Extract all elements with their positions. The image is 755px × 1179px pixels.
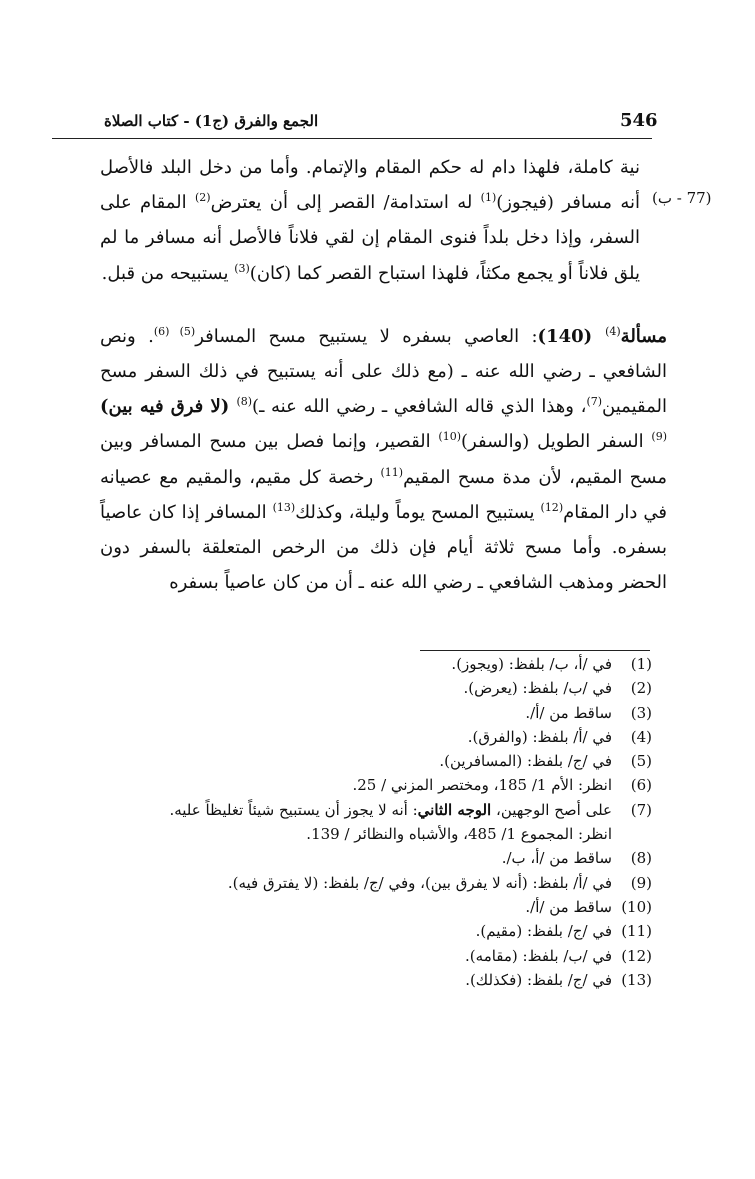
footnote [130, 895, 652, 919]
issue-label: مسألة [620, 325, 667, 347]
footnote-ref: (3) [234, 261, 250, 275]
footnote-number: (8) [630, 849, 652, 868]
text-segment: : العاصي بسفره لا يستبيح مسح المسافر [195, 325, 538, 347]
footnote-ref: (11) [380, 465, 404, 479]
footnote [130, 701, 652, 725]
footnote-number: (7) [630, 800, 652, 819]
text-segment: السفر الطويل (والسفر) [461, 431, 652, 453]
text-segment: يستبيحه من قبل. [101, 262, 235, 284]
text-segment: . ونص الشافعي ـ رضي الله عنه ـ (مع ذلك على أنه يستبيح في ذلك السفر مسح المقيمين [100, 325, 668, 418]
footnote-number: (9) [630, 873, 652, 892]
footnote-number: (11) [621, 922, 652, 941]
page-header [52, 104, 658, 136]
footnote [130, 725, 652, 749]
paragraph-gap [100, 291, 640, 319]
footnote-number: (6) [630, 776, 652, 795]
footnote-text [130, 798, 612, 847]
footnote-text: ساقط من /أ، ب/. [501, 849, 612, 868]
marginal-manuscript-reference: (77 - ب) [652, 189, 712, 207]
header-rule [52, 138, 652, 139]
footnote [130, 798, 652, 847]
text-segment: له استدامة/ القصر إلى أن يعترض [210, 192, 481, 214]
footnote-number: (10) [621, 897, 652, 916]
footnote-ref: (8) [236, 395, 253, 409]
paragraph-2 [100, 319, 667, 601]
footnote [130, 919, 652, 943]
footnote-ref: (13) [272, 500, 296, 514]
footnote [130, 676, 652, 700]
text-segment: ، وهذا الذي قاله الشافعي ـ رضي الله عنه ـ) [252, 396, 587, 418]
footnote [130, 968, 652, 992]
footnote-text-part: على أصح الوجهين، [491, 800, 612, 819]
text-segment: نية كاملة، فلهذا دام له حكم المقام والإتمام. وأما من دخل البلد فالأصل أنه مسافر (فيجوز) [100, 157, 640, 214]
footnote-text: في /ج/ بلفظ: (مقيم). [475, 922, 612, 941]
text-segment: القصير، وإنما فصل بين مسح المسافر وبين مسح المقيم، لأن مدة مسح المقيم [100, 431, 667, 488]
text-segment: المسافر إذا كان عاصياً بسفره. وأما مسح ثلاثة أيام فإن ذلك من الرخص المتعلقة بالسفر دون الحضر ومذهب الشافعي ـ رضي الله عنه ـ أن من كان عاصياً بسفره [100, 501, 667, 594]
footnote-number: (1) [630, 655, 652, 673]
footnote-text-part: انظر: المجموع 1/ 485، والأشباه والنظائر / 139. [306, 825, 612, 844]
footnote-number: (2) [630, 679, 652, 698]
text-segment: المقام على السفر، وإذا دخل بلداً فنوى المقام إن لقي فلاناً فالأصل أنه مسافر ما لم يلق فلاناً أو يجمع مكثاً، فلهذا استباح القصر كما (كان) [100, 192, 640, 284]
footnote-ref: (1) [480, 191, 497, 205]
issue-number: (140) [537, 325, 606, 347]
footnote-text: في /ب/ بلفظ: (مقامه). [465, 946, 612, 965]
footnote [130, 749, 652, 773]
footnote-text: في /ج/ بلفظ: (فكذلك). [465, 970, 612, 989]
footnote-ref: (4) [605, 324, 621, 338]
footnote-number: (13) [621, 970, 652, 989]
footnote-number: (12) [621, 946, 652, 965]
footnote-text: في /أ/ بلفظ: (والفرق). [467, 727, 612, 746]
footnote [130, 871, 652, 895]
bold-phrase: (لا فرق فيه بين) [100, 396, 237, 418]
footnote-ref: (10) [438, 430, 462, 444]
footnote-text: ساقط من /أ/. [525, 703, 612, 722]
footnote-text: انظر: الأم 1/ 185، ومختصر المزني / 25. [352, 776, 612, 795]
footnote-ref: (5) [179, 324, 196, 338]
footnote [130, 846, 652, 870]
running-title: الجمع والفرق (ج1) - كتاب الصلاة [104, 112, 319, 130]
footnote-text: ساقط من /أ/. [525, 897, 612, 916]
footnotes-list [130, 652, 652, 992]
page-number: 546 [620, 110, 658, 131]
footnote-ref: (9) [651, 430, 667, 444]
footnote-ref: (7) [586, 395, 603, 409]
footnote-ref: (12) [540, 500, 564, 514]
footnote [130, 773, 652, 797]
footnote-text-part: : أنه لا يجوز أن يستبيح شيئاً تغليظاً عليه. [169, 800, 418, 819]
footnote-separator [420, 650, 650, 651]
footnote-text: في /ب/ بلفظ: (يعرض). [463, 679, 612, 698]
footnote-bold-term: الوجه الثاني [417, 800, 492, 819]
footnote-number: (5) [630, 752, 652, 771]
footnote-ref: (2) [194, 191, 211, 205]
footnote-ref: (6) [153, 324, 180, 338]
main-text [100, 150, 668, 600]
footnote-text: في /ج/ بلفظ: (المسافرين). [439, 752, 612, 771]
footnote [130, 944, 652, 968]
text-segment: رخصة كل مقيم، والمقيم مع عصيانه في دار المقام [100, 466, 668, 523]
footnote [130, 652, 652, 676]
footnote-text: في /أ/ بلفظ: (أنه لا يفرق بين)، وفي /ج/ بلفظ: (لا يفترق فيه). [227, 873, 612, 892]
footnote-number: (4) [630, 727, 652, 746]
footnote-text: في /أ، ب/ بلفظ: (ويجوز). [451, 655, 612, 673]
footnote-number: (3) [630, 703, 652, 722]
paragraph-1 [100, 150, 640, 291]
text-segment: يستبيح المسح يوماً وليلة، وكذلك [295, 501, 541, 523]
